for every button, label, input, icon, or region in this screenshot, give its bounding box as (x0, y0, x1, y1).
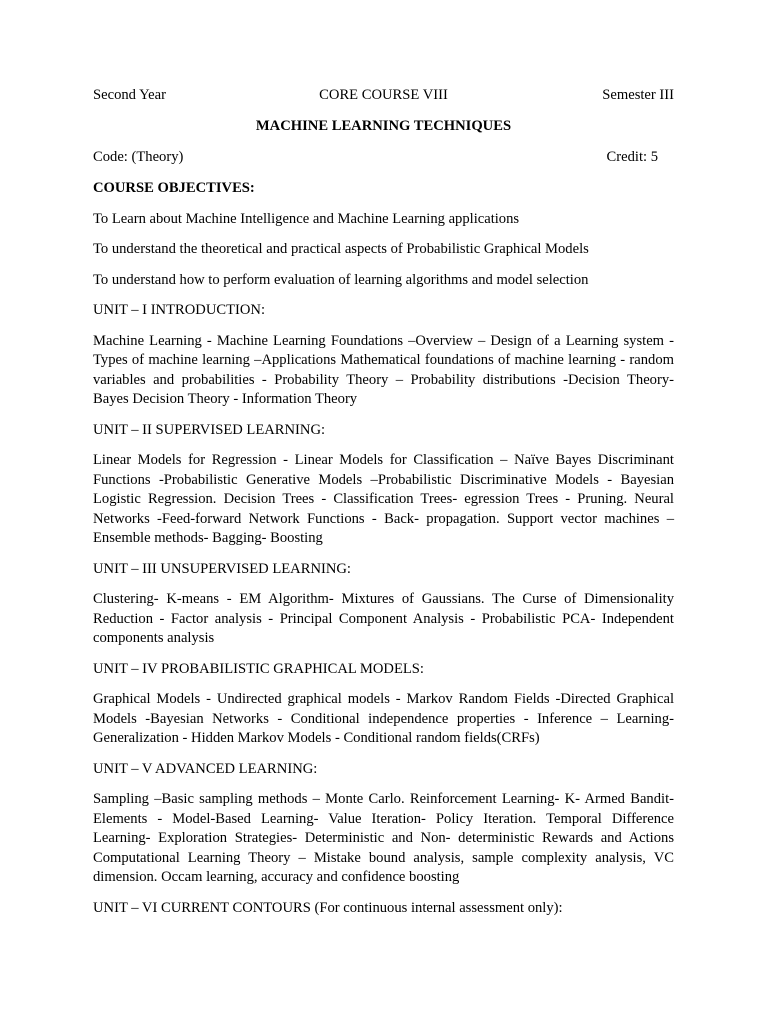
unit-4-body: Graphical Models - Undirected graphical models - Markov Random Fields -Directed Graphical Models -Bayesian Networks - Conditional independence properties - Inference – Learning- Generalization - Hidden Markov Models - Conditional random fields(CRFs) (93, 691, 674, 746)
unit-1-heading: UNIT – I INTRODUCTION: (93, 302, 265, 318)
course-title: MACHINE LEARNING TECHNIQUES (255, 118, 512, 134)
unit-4-heading: UNIT – IV PROBABILISTIC GRAPHICAL MODELS: (93, 660, 424, 677)
credit-label: Credit: 5 (606, 149, 658, 165)
semester-label: Semester III (602, 87, 674, 103)
objective-item: To Learn about Machine Intelligence and Machine Learning applications (93, 210, 520, 227)
unit-3-heading: UNIT – III UNSUPERVISED LEARNING: (93, 560, 351, 577)
year-label: Second Year (93, 87, 166, 103)
header-row (93, 86, 674, 106)
unit-5-body: Sampling –Basic sampling methods – Monte Carlo. Reinforcement Learning- K- Armed Bandit-Elements - Model-Based Learning- Value Iteration- Policy Iteration. Temporal Difference Learning- Exploration Strategies- Deterministic and Non- deterministic Rewards and Actions Computational Learning Theory – Mistake bound analysis, sample complexity analysis, VC dimension. Occam learning, accuracy and confidence boosting (93, 791, 674, 885)
unit-2-body: Linear Models for Regression - Linear Models for Classification – Naïve Bayes Discriminant Functions -Probabilistic Generative Models –Probabilistic Discriminative Models - Bayesian Logistic Regression. Decision Trees - Classification Trees- egression Trees - Pruning. Neural Networks -Feed-forward Network Functions - Back- propagation. Support vector machines – Ensemble methods- Bagging- Boosting (93, 452, 674, 546)
course-label: CORE COURSE VIII (319, 87, 448, 103)
objective-item: To understand the theoretical and practical aspects of Probabilistic Graphical Models (93, 241, 589, 257)
document-page (93, 86, 674, 918)
unit-5-heading: UNIT – V ADVANCED LEARNING: (93, 760, 318, 777)
unit-1-body: Machine Learning - Machine Learning Foundations –Overview – Design of a Learning system - Types of machine learning –Applications Mathematical foundations of machine learning - random variables and probabilities - Probability Theory – Probability distributions -Decision Theory- Bayes Decision Theory - Information Theory (93, 332, 674, 407)
objectives-heading: COURSE OBJECTIVES: (93, 180, 255, 196)
unit-6-heading: UNIT – VI CURRENT CONTOURS (For continuous internal assessment only): (93, 899, 563, 916)
unit-3-body: Clustering- K-means - EM Algorithm- Mixtures of Gaussians. The Curse of Dimensionality Reduction - Factor analysis - Principal Component Analysis - Probabilistic PCA- Independent components analysis (93, 591, 674, 646)
code-label: Code: (Theory) (93, 149, 184, 165)
code-credit-row (93, 148, 674, 168)
unit-2-heading: UNIT – II SUPERVISED LEARNING: (93, 421, 326, 438)
objective-item: To understand how to perform evaluation of learning algorithms and model selection (93, 271, 589, 288)
